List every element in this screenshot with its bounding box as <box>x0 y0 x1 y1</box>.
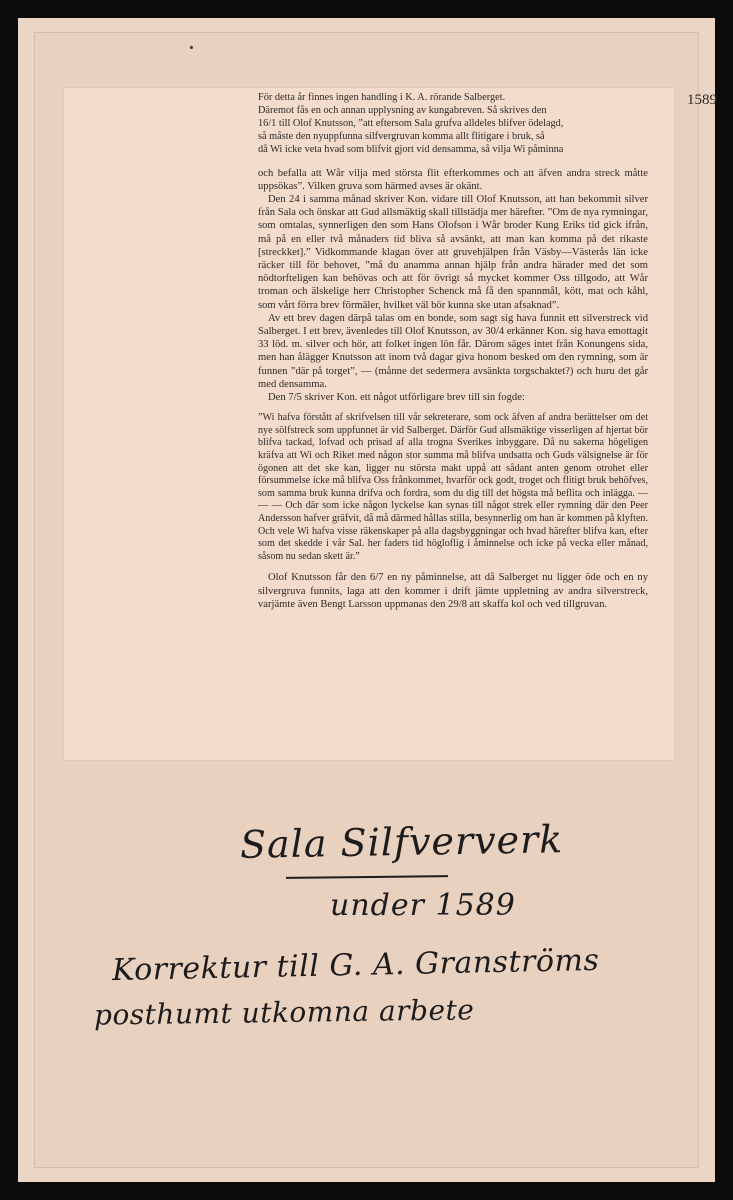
upper-line: 16/1 till Olof Knutsson, ”att eftersom Sala grufva alldeles blifver ödelagd, <box>258 117 564 129</box>
speck <box>190 46 193 49</box>
closing-paragraph: Olof Knutsson får den 6/7 en ny påminnelse, att då Salberget nu ligger öde och en ny silvergruva funnits, laga att den kommer i drift jämte uppletning av andra silverstreck, varjämte även Bengt Larsson uppmanas den 29/8 att skaffa kol och ved tillgruvan. <box>258 572 648 610</box>
upper-line: så måste den nyuppfunna silfvergruvan komma allt flitigare i bruk, så <box>258 130 545 142</box>
page-number: 1589 <box>687 92 717 108</box>
paragraph: Den 7/5 skriver Kon. ett något utförligare brev till sin fogde: <box>268 391 525 403</box>
handwritten-title: Sala Silfververk <box>239 817 564 867</box>
upper-block <box>258 92 648 157</box>
paragraph: Av ett brev dagen därpå talas om en bonde, som sagt sig hava funnit ett silverstreck vid Salberget. I ett brev, ävenledes till Olof Knutsson, av 30/4 erkänner Kon. sig hava emottagit 33 löd. m. silver och hör, att folket ingen lön får. Därom säges intet från Konungens sida, men han ålägger Knutsson att inom två dagar giva honom besked om den rymning, som är funnen ”där på torget”, — (månne det sedermera avsänkta torgschaktet?) och huru det går med densamma. <box>258 312 648 390</box>
paragraph: och befalla att Wår vilja med största flit efterkommes och att äfven andra streck måtte uppsökas”. Vilken gruva som härmed avses är okänt. <box>258 167 648 192</box>
upper-line: Däremot fås en och annan upplysning av kungabreven. Så skrives den <box>258 104 547 116</box>
quote-block: ”Wi hafva förstått af skrifvelsen till vår sekreterare, som ock äfven af andra berättelser om det nye sölfstreck som uppfunnet är vid Salberget. Därför Gud allsmäktige visserligen af hjertat bör blifva tackad, lofvad och prisad af alla trogna Sverikes inbyggare. Då nu sakerna högeligen kräfva att Wi och Riket med någon stor summa må blifva undsatta och Guds välsignelse är för ögonen att det ske kan, ligger nu största makt uppå att sådant anten genom otrohet eller försummelse icke må blifva Oss frånkommet, hvarför ock godt, troget och flitigt bruk behöfves, som samma bruk kunna drifva och fordra, som du dig till det högsta må beflita och inlägga. — — — Och där som icke någon lyckelse kan synas till något strek eller rymning där den Peer Andersson hafver gräfvit, då må därmed hållas stilla, besynnerlig om han är kommen på klyften. Och vele Wi hafva visse räkenskaper på alla dagsbyggningar och hvad härefter blifva kan, efter som det skedde i vår Sal. her faders tid högloflig i åminnelse och icke på vecka eller månad, såsom nu sedan skett är.” <box>258 412 648 562</box>
printed-text <box>258 92 648 611</box>
paragraph: Den 24 i samma månad skriver Kon. vidare till Olof Knutsson, att han bekommit silver från Sala och önskar att Gud allsmäktig skall tillstädja mer härefter. ”Om de nya rymningar, som omtalas, synnerligen den som Hans Olofson i Wår broder Kung Eriks tid gick ifrån, må på en eller två månaders tid bliva så avsänkt, att man kan komma på det rikaste [streckket].” Vidkommande klagan över att gruvehjälpen från Väsby—Västerås län icke räcker till för behovet, ”må du anamma annan hjälp från andra härader med det som nödtorfteligen kan behövas och att för övrigt så mycket kommer Oss tillgodo, att Wår troman och älskelige herr Christopher Schenck må få den spannmål, kött, mat och kåhl, som vårt förra brev förmäler, hvilket väl bör kunna ske utan afsaknad”. <box>258 193 648 311</box>
upper-line: För detta år finnes ingen handling i K. A. rörande Salberget. <box>258 92 506 103</box>
upper-line: då Wi icke veta hvad som blifvit gjort vid densamma, så vilja Wi påminna <box>258 143 564 155</box>
handwritten-note-line1: Korrektur till G. A. Granströms <box>111 942 600 989</box>
handwritten-subtitle: under 1589 <box>330 888 516 923</box>
handwritten-note-line2: posthumt utkomna arbete <box>93 993 475 1032</box>
